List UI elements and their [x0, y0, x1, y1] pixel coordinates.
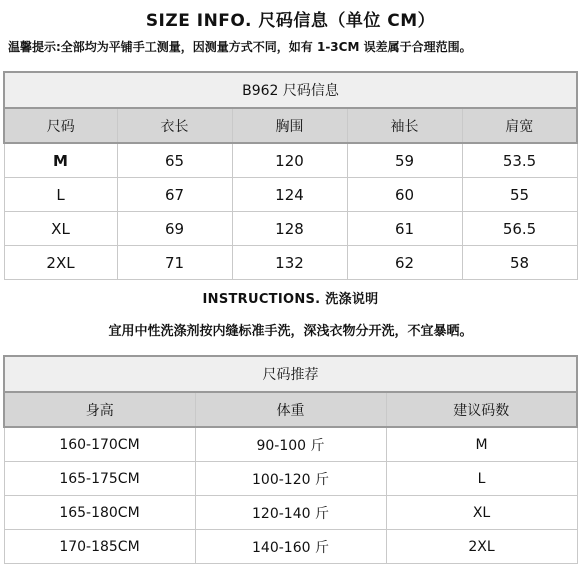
header-height: 身高 — [4, 392, 195, 427]
size-table-header-row — [4, 108, 577, 143]
suggested-size-cell: XL — [386, 496, 577, 530]
size-table-caption-row — [4, 72, 577, 108]
recommend-table-caption-row — [4, 356, 577, 392]
chest-cell: 124 — [232, 178, 347, 212]
weight-cell: 140-160 斤 — [195, 530, 386, 564]
size-table-caption: B962 尺码信息 — [4, 72, 577, 108]
measurement-tip: 温馨提示:全部均为平铺手工测量，因测量方式不同，如有 1-3CM 误差属于合理范围。 — [8, 40, 472, 54]
sleeve-cell: 59 — [347, 143, 462, 178]
length-cell: 69 — [117, 212, 232, 246]
table-row — [4, 530, 577, 564]
table-row — [4, 212, 577, 246]
size-info-table — [3, 71, 578, 280]
table-row — [4, 496, 577, 530]
shoulder-cell: 53.5 — [462, 143, 577, 178]
weight-cell: 120-140 斤 — [195, 496, 386, 530]
sleeve-cell: 61 — [347, 212, 462, 246]
chest-cell: 128 — [232, 212, 347, 246]
size-cell: XL — [4, 212, 117, 246]
suggested-size-cell: 2XL — [386, 530, 577, 564]
recommend-table-caption: 尺码推荐 — [4, 356, 577, 392]
size-cell: 2XL — [4, 246, 117, 280]
table-row — [4, 427, 577, 462]
header-length: 衣长 — [117, 108, 232, 143]
header-sleeve: 袖长 — [347, 108, 462, 143]
chest-cell: 132 — [232, 246, 347, 280]
height-cell: 165-175CM — [4, 462, 195, 496]
length-cell: 65 — [117, 143, 232, 178]
height-cell: 160-170CM — [4, 427, 195, 462]
size-cell: L — [4, 178, 117, 212]
header-weight: 体重 — [195, 392, 386, 427]
shoulder-cell: 55 — [462, 178, 577, 212]
weight-cell: 100-120 斤 — [195, 462, 386, 496]
length-cell: 71 — [117, 246, 232, 280]
recommend-table-header-row — [4, 392, 577, 427]
header-shoulder: 肩宽 — [462, 108, 577, 143]
table-row — [4, 143, 577, 178]
shoulder-cell: 58 — [462, 246, 577, 280]
header-size: 尺码 — [4, 108, 117, 143]
weight-cell: 90-100 斤 — [195, 427, 386, 462]
suggested-size-cell: M — [386, 427, 577, 462]
chest-cell: 120 — [232, 143, 347, 178]
sleeve-cell: 62 — [347, 246, 462, 280]
header-chest: 胸围 — [232, 108, 347, 143]
height-cell: 165-180CM — [4, 496, 195, 530]
instructions-title: INSTRUCTIONS. 洗涤说明 — [202, 292, 379, 307]
length-cell: 67 — [117, 178, 232, 212]
header-suggested-size: 建议码数 — [386, 392, 577, 427]
sleeve-cell: 60 — [347, 178, 462, 212]
height-cell: 170-185CM — [4, 530, 195, 564]
shoulder-cell: 56.5 — [462, 212, 577, 246]
table-row — [4, 178, 577, 212]
size-cell: M — [4, 143, 117, 178]
table-row — [4, 246, 577, 280]
suggested-size-cell: L — [386, 462, 577, 496]
table-row — [4, 462, 577, 496]
care-instructions: 宜用中性洗涤剂按内缝标准手洗，深浅衣物分开洗，不宜暴晒。 — [108, 324, 473, 339]
size-recommend-table — [3, 355, 578, 564]
page-title: SIZE INFO. 尺码信息（单位 CM） — [145, 11, 436, 31]
